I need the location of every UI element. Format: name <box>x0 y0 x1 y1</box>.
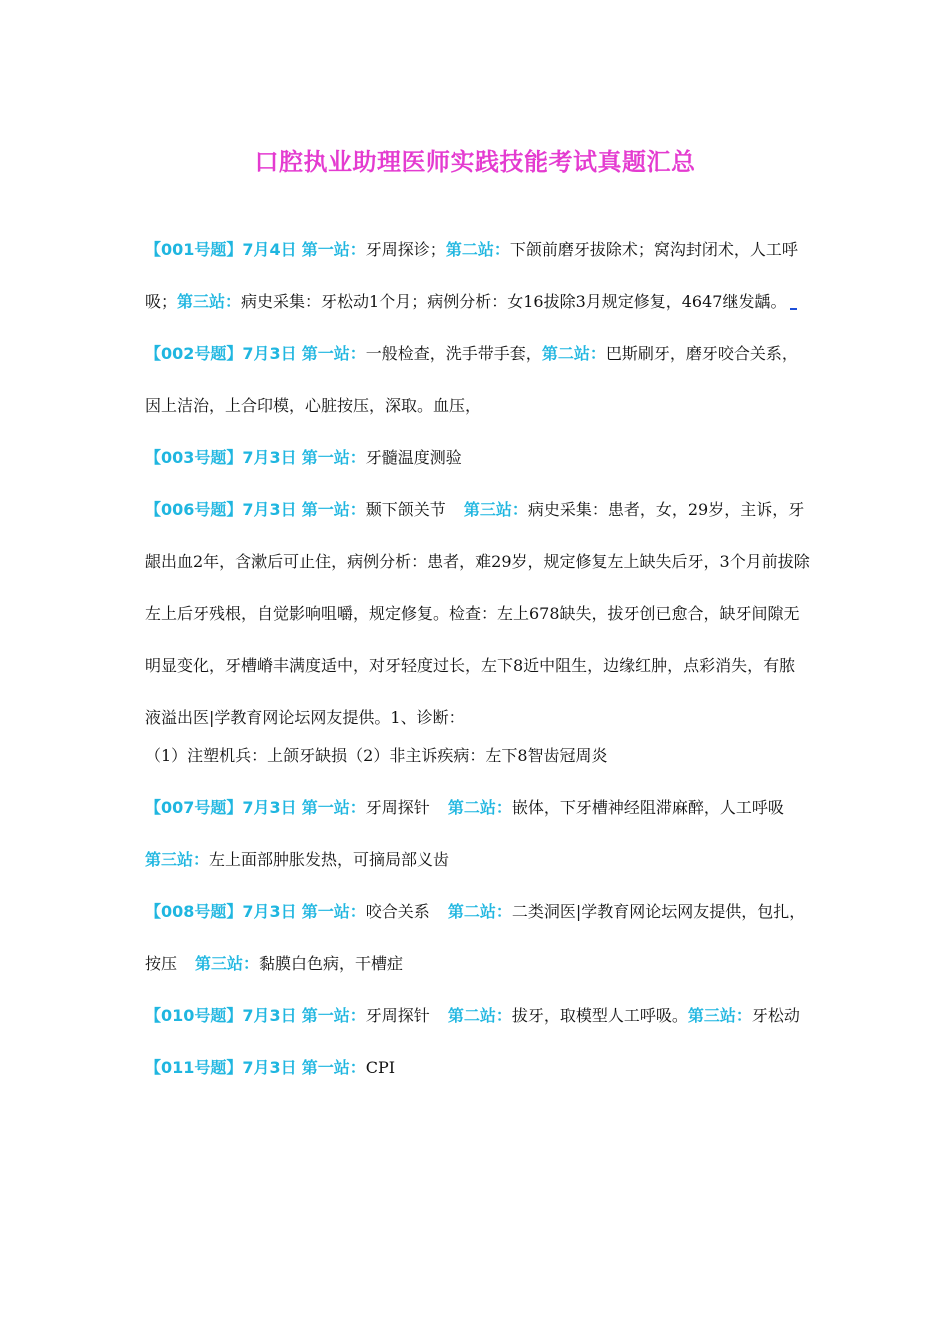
station-1-label: 第一站： <box>301 1006 366 1025</box>
station-3-text: 牙松动 <box>751 1006 800 1025</box>
diagnosis-text: （1）注塑机兵：上颌牙缺损（2）非主诉疾病：左下8智齿冠周炎 <box>145 746 608 765</box>
station-1-label: 第一站： <box>301 240 366 259</box>
station-3-label: 第三站： <box>177 292 242 311</box>
question-number: 【001号题】 <box>145 240 243 259</box>
question-entry-002 <box>145 328 810 432</box>
station-3-text: 病史采集：牙松动1个月；病例分析：女16拔除3月规定修复，4647继发龋。 <box>241 292 787 311</box>
question-entry-008 <box>145 886 810 990</box>
exam-date: 7月3日 <box>242 500 297 519</box>
question-number: 【008号题】 <box>145 902 243 921</box>
exam-date: 7月4日 <box>242 240 297 259</box>
station-3-text: 左上面部肿胀发热，可摘局部义齿 <box>209 850 450 869</box>
station-2-label: 第二站： <box>541 344 606 363</box>
station-1-label: 第一站： <box>301 902 366 921</box>
station-1-text: 牙周探诊； <box>365 240 446 259</box>
station-1-text: 一般检查，洗手带手套， <box>365 344 542 363</box>
text-cursor-mark <box>790 307 797 310</box>
question-entry-011 <box>145 1042 810 1094</box>
station-2-text: 拔牙，取模型人工呼吸。 <box>511 1006 688 1025</box>
station-2-text: 嵌体，下牙槽神经阻滞麻醉，人工呼吸 <box>511 798 784 817</box>
station-2-text: 巴斯刷牙，磨牙咬合关系，因上洁治，上合印模，心脏按压，深取。血压， <box>145 344 798 415</box>
question-entry-010 <box>145 990 810 1042</box>
question-number: 【010号题】 <box>145 1006 243 1025</box>
question-number: 【006号题】 <box>145 500 243 519</box>
station-2-text: 下颌前磨牙拔除术；窝沟封闭术，人工呼吸； <box>145 240 798 311</box>
station-1-text: 牙周探针 <box>365 798 430 817</box>
question-entry-007 <box>145 782 810 886</box>
station-2-label: 第二站： <box>447 1006 512 1025</box>
station-2-label: 第二站： <box>447 902 512 921</box>
station-1-label: 第一站： <box>301 798 366 817</box>
question-number: 【003号题】 <box>145 448 243 467</box>
question-entry-006 <box>145 484 810 744</box>
question-number: 【007号题】 <box>145 798 243 817</box>
station-1-label: 第一站： <box>301 344 366 363</box>
question-number: 【011号题】 <box>145 1058 243 1077</box>
station-1-label: 第一站： <box>301 500 366 519</box>
exam-date: 7月3日 <box>242 448 297 467</box>
question-number: 【002号题】 <box>145 344 243 363</box>
question-entry-001 <box>145 224 810 328</box>
station-3-label: 第三站： <box>195 954 260 973</box>
question-entry-003 <box>145 432 810 484</box>
exam-date: 7月3日 <box>242 798 297 817</box>
station-3-label: 第三站： <box>687 1006 752 1025</box>
station-1-text: 咬合关系 <box>365 902 430 921</box>
document-title: 口腔执业助理医师实践技能考试真题汇总 <box>254 147 696 176</box>
station-1-text: 牙髓温度测验 <box>365 448 462 467</box>
exam-date: 7月3日 <box>242 344 297 363</box>
station-2-label: 第二站： <box>445 240 510 259</box>
exam-date: 7月3日 <box>242 1058 297 1077</box>
exam-date: 7月3日 <box>242 902 297 921</box>
station-1-text: 牙周探针 <box>365 1006 430 1025</box>
exam-date: 7月3日 <box>242 1006 297 1025</box>
station-3-label: 第三站： <box>463 500 528 519</box>
station-3-text: 黏膜白色病，干槽症 <box>259 954 404 973</box>
station-1-text: 颞下颌关节 <box>365 500 446 519</box>
station-2-label: 第二站： <box>447 798 512 817</box>
document-body <box>145 224 810 1094</box>
station-1-text: CPI <box>365 1058 396 1077</box>
station-1-label: 第一站： <box>301 448 366 467</box>
station-2-text: 二类洞医|学教育网论坛网友提供，包扎，按压 <box>145 902 806 973</box>
station-3-label: 第三站： <box>145 850 210 869</box>
station-1-label: 第一站： <box>301 1058 366 1077</box>
station-3-text: 病史采集：患者，女，29岁，主诉，牙龈出血2年，含漱后可止住，病例分析：患者，难29岁，规定修复左上缺失后牙，3个月前拔除左上后牙残根，自觉影响咀嚼，规定修复。检查：左上678缺失，拔牙创已愈合，缺牙间隙无明显变化，牙槽嵴丰满度适中，对牙轻度过长，左下8近中阻生，边缘红肿，点彩消失，有脓液溢出医|学教育网论坛网友提供。1、诊断： <box>145 500 810 727</box>
diagnosis-line <box>145 738 810 774</box>
